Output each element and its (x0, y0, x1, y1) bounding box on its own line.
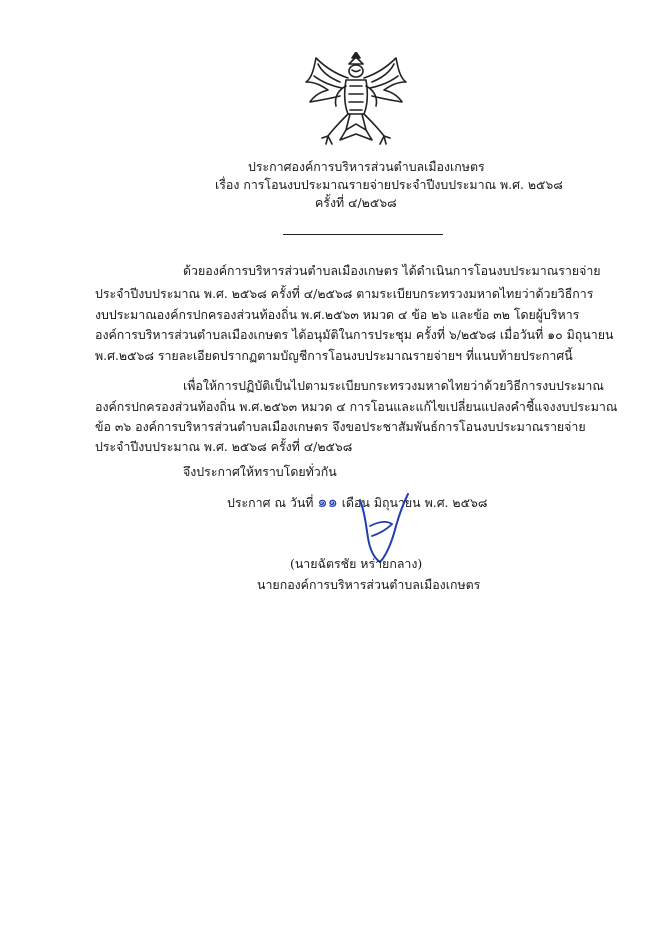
date-suffix: เดือน มิถุนายน พ.ศ. ๒๕๖๘ (341, 495, 488, 510)
paragraph-1-line-3: งบประมาณองค์กรปกครองส่วนท้องถิ่น พ.ศ.๒๕๖๓ หมวด ๔ ข้อ ๒๖ และข้อ ๓๒ โดยผู้บริหาร (95, 307, 580, 322)
garuda-emblem-icon (300, 52, 412, 148)
issue-number: ครั้งที่ ๔/๒๕๖๘ (315, 195, 397, 210)
date-day-handwritten: ๑๑ (317, 492, 338, 511)
org-announcement-title: ประกาศองค์การบริหารส่วนตำบลเมืองเกษตร (248, 159, 485, 174)
paragraph-1-line-1: ด้วยองค์การบริหารส่วนตำบลเมืองเกษตร ได้ดำเนินการโอนงบประมาณรายจ่าย (183, 263, 601, 278)
paragraph-1-line-5: พ.ศ.๒๕๖๘ รายละเอียดปรากฏตามบัญชีการโอนงบประมาณรายจ่ายฯ ที่แนบท้ายประกาศนี้ (95, 348, 573, 363)
paragraph-1-line-2: ประจำปีงบประมาณ พ.ศ. ๒๕๖๘ ครั้งที่ ๔/๒๕๖๘ ตามระเบียบกระทรวงมหาดไทยว่าด้วยวิธีการ (95, 286, 594, 301)
paragraph-2-line-3: ข้อ ๓๖ องค์การบริหารส่วนตำบลเมืองเกษตร จึงขอประชาสัมพันธ์การโอนงบประมาณรายจ่าย (95, 419, 586, 434)
paragraph-2-line-2: องค์กรปกครองส่วนท้องถิ่น พ.ศ.๒๕๖๓ หมวด ๔ การโอนและแก้ไขเปลี่ยนแปลงคำชี้แจงงบประมาณ (95, 399, 618, 414)
paragraph-2-line-1: เพื่อให้การปฏิบัติเป็นไปตามระเบียบกระทรวงมหาดไทยว่าด้วยวิธีการงบประมาณ (183, 378, 604, 393)
signatory-position: นายกองค์การบริหารส่วนตำบลเมืองเกษตร (257, 577, 481, 592)
subject-line: เรื่อง การโอนงบประมาณรายจ่ายประจำปีงบประมาณ พ.ศ. ๒๕๖๘ (215, 177, 563, 192)
title-divider (283, 234, 443, 235)
paragraph-2-line-4: ประจำปีงบประมาณ พ.ศ. ๒๕๖๘ ครั้งที่ ๔/๒๕๖๘ (95, 439, 353, 454)
signatory-name: (นายฉัตรชัย หร่ายกลาง) (290, 556, 423, 571)
closing-statement: จึงประกาศให้ทราบโดยทั่วกัน (183, 464, 337, 479)
date-prefix: ประกาศ ณ วันที่ (227, 495, 314, 510)
paragraph-1-line-4: องค์การบริหารส่วนตำบลเมืองเกษตร ได้อนุมัติในการประชุม ครั้งที่ ๖/๒๕๖๘ เมื่อวันที่ ๑๐ มิถุนายน (95, 327, 614, 342)
